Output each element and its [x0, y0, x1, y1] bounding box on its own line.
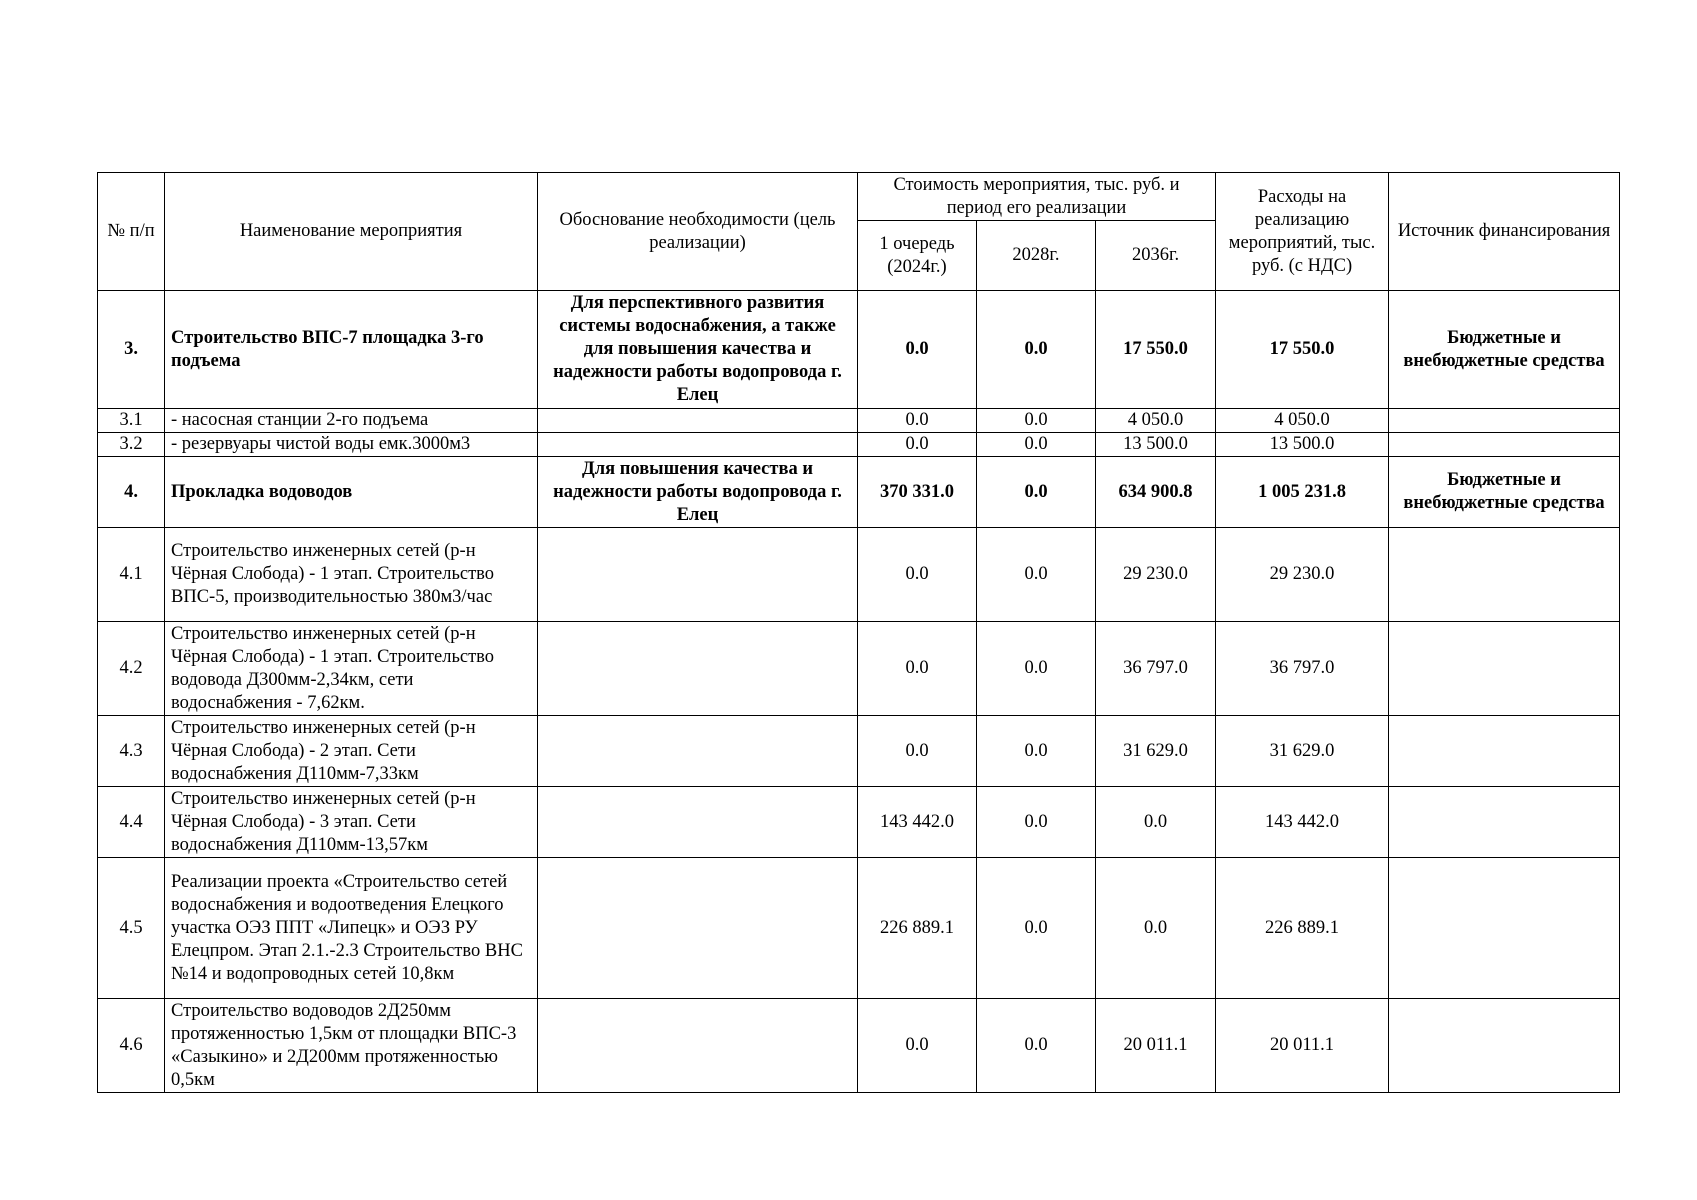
table-row [98, 291, 1620, 409]
header-period-3: 2036г. [1096, 221, 1216, 291]
row-period-1: 0.0 [858, 999, 977, 1093]
table-row [98, 787, 1620, 858]
row-period-3: 634 900.8 [1096, 457, 1216, 528]
row-total: 1 005 231.8 [1216, 457, 1389, 528]
table-row [98, 858, 1620, 999]
row-period-1: 0.0 [858, 433, 977, 457]
header-justification: Обоснование необходимости (цель реализации) [538, 173, 858, 291]
row-num: 3.1 [98, 409, 165, 433]
row-period-3: 17 550.0 [1096, 291, 1216, 409]
row-period-3: 4 050.0 [1096, 409, 1216, 433]
header-period-1: 1 очередь (2024г.) [858, 221, 977, 291]
row-justification [538, 433, 858, 457]
row-justification: Для повышения качества и надежности работы водопровода г. Елец [538, 457, 858, 528]
row-num: 3.2 [98, 433, 165, 457]
row-num: 3. [98, 291, 165, 409]
row-period-2: 0.0 [977, 858, 1096, 999]
row-justification [538, 716, 858, 787]
row-period-1: 0.0 [858, 622, 977, 716]
row-source: Бюджетные и внебюджетные средства [1389, 291, 1620, 409]
row-source [1389, 528, 1620, 622]
table-body [98, 291, 1620, 1093]
row-period-3: 36 797.0 [1096, 622, 1216, 716]
row-total: 13 500.0 [1216, 433, 1389, 457]
row-period-3: 0.0 [1096, 787, 1216, 858]
row-num: 4.1 [98, 528, 165, 622]
row-period-3: 20 011.1 [1096, 999, 1216, 1093]
row-name: Строительство инженерных сетей (р-н Чёрная Слобода) - 1 этап. Строительство водовода Д300мм-2,34км, сети водоснабжения - 7,62км. [165, 622, 538, 716]
row-source: Бюджетные и внебюджетные средства [1389, 457, 1620, 528]
table-row [98, 716, 1620, 787]
row-period-3: 29 230.0 [1096, 528, 1216, 622]
row-period-1: 0.0 [858, 409, 977, 433]
row-total: 31 629.0 [1216, 716, 1389, 787]
row-period-2: 0.0 [977, 716, 1096, 787]
row-source [1389, 433, 1620, 457]
row-justification [538, 409, 858, 433]
row-name: Строительство водоводов 2Д250мм протяженностью 1,5км от площадки ВПС-3 «Сазыкино» и 2Д200мм протяженностью 0,5км [165, 999, 538, 1093]
investment-table [97, 172, 1620, 1093]
row-source [1389, 999, 1620, 1093]
row-period-1: 0.0 [858, 716, 977, 787]
row-period-2: 0.0 [977, 409, 1096, 433]
row-name: Реализации проекта «Строительство сетей водоснабжения и водоотведения Елецкого участка ОЭЗ ППТ «Липецк» и ОЭЗ РУ Елецпром. Этап 2.1.-2.3 Строительство ВНС №14 и водопроводных сетей 10,8км [165, 858, 538, 999]
row-source [1389, 622, 1620, 716]
row-name: Строительство инженерных сетей (р-н Чёрная Слобода) - 2 этап. Сети водоснабжения Д110мм-7,33км [165, 716, 538, 787]
row-name: Строительство инженерных сетей (р-н Чёрная Слобода) - 3 этап. Сети водоснабжения Д110мм-13,57км [165, 787, 538, 858]
table-row [98, 999, 1620, 1093]
row-source [1389, 409, 1620, 433]
row-period-1: 0.0 [858, 291, 977, 409]
table-row [98, 409, 1620, 433]
row-justification [538, 999, 858, 1093]
header-source: Источник финансирования [1389, 173, 1620, 291]
row-period-2: 0.0 [977, 622, 1096, 716]
row-total: 17 550.0 [1216, 291, 1389, 409]
row-name: - насосная станции 2-го подъема [165, 409, 538, 433]
row-num: 4.2 [98, 622, 165, 716]
row-num: 4. [98, 457, 165, 528]
table-row [98, 622, 1620, 716]
table-row [98, 457, 1620, 528]
row-justification [538, 622, 858, 716]
row-name: Строительство инженерных сетей (р-н Чёрная Слобода) - 1 этап. Строительство ВПС-5, производительностью 380м3/час [165, 528, 538, 622]
row-total: 36 797.0 [1216, 622, 1389, 716]
row-source [1389, 716, 1620, 787]
header-num: № п/п [98, 173, 165, 291]
row-period-2: 0.0 [977, 433, 1096, 457]
row-num: 4.5 [98, 858, 165, 999]
row-name: - резервуары чистой воды емк.3000м3 [165, 433, 538, 457]
row-period-2: 0.0 [977, 528, 1096, 622]
row-period-2: 0.0 [977, 787, 1096, 858]
row-name: Строительство ВПС-7 площадка 3-го подъема [165, 291, 538, 409]
row-total: 4 050.0 [1216, 409, 1389, 433]
row-num: 4.3 [98, 716, 165, 787]
row-period-2: 0.0 [977, 999, 1096, 1093]
header-period-2: 2028г. [977, 221, 1096, 291]
row-justification [538, 858, 858, 999]
header-cost-group: Стоимость мероприятия, тыс. руб. и период его реализации [858, 173, 1216, 221]
row-period-1: 370 331.0 [858, 457, 977, 528]
row-period-3: 13 500.0 [1096, 433, 1216, 457]
row-source [1389, 787, 1620, 858]
row-justification [538, 528, 858, 622]
row-period-1: 226 889.1 [858, 858, 977, 999]
row-name: Прокладка водоводов [165, 457, 538, 528]
row-total: 20 011.1 [1216, 999, 1389, 1093]
row-total: 29 230.0 [1216, 528, 1389, 622]
header-expenses: Расходы на реализацию мероприятий, тыс. руб. (с НДС) [1216, 173, 1389, 291]
row-period-1: 143 442.0 [858, 787, 977, 858]
row-period-2: 0.0 [977, 457, 1096, 528]
row-period-2: 0.0 [977, 291, 1096, 409]
row-period-3: 31 629.0 [1096, 716, 1216, 787]
row-total: 226 889.1 [1216, 858, 1389, 999]
row-justification: Для перспективного развития системы водоснабжения, а также для повышения качества и надежности работы водопровода г. Елец [538, 291, 858, 409]
row-num: 4.4 [98, 787, 165, 858]
row-num: 4.6 [98, 999, 165, 1093]
row-period-1: 0.0 [858, 528, 977, 622]
table-row [98, 528, 1620, 622]
table-row [98, 433, 1620, 457]
row-source [1389, 858, 1620, 999]
row-justification [538, 787, 858, 858]
header-row [98, 173, 1620, 221]
header-name: Наименование мероприятия [165, 173, 538, 291]
row-total: 143 442.0 [1216, 787, 1389, 858]
row-period-3: 0.0 [1096, 858, 1216, 999]
